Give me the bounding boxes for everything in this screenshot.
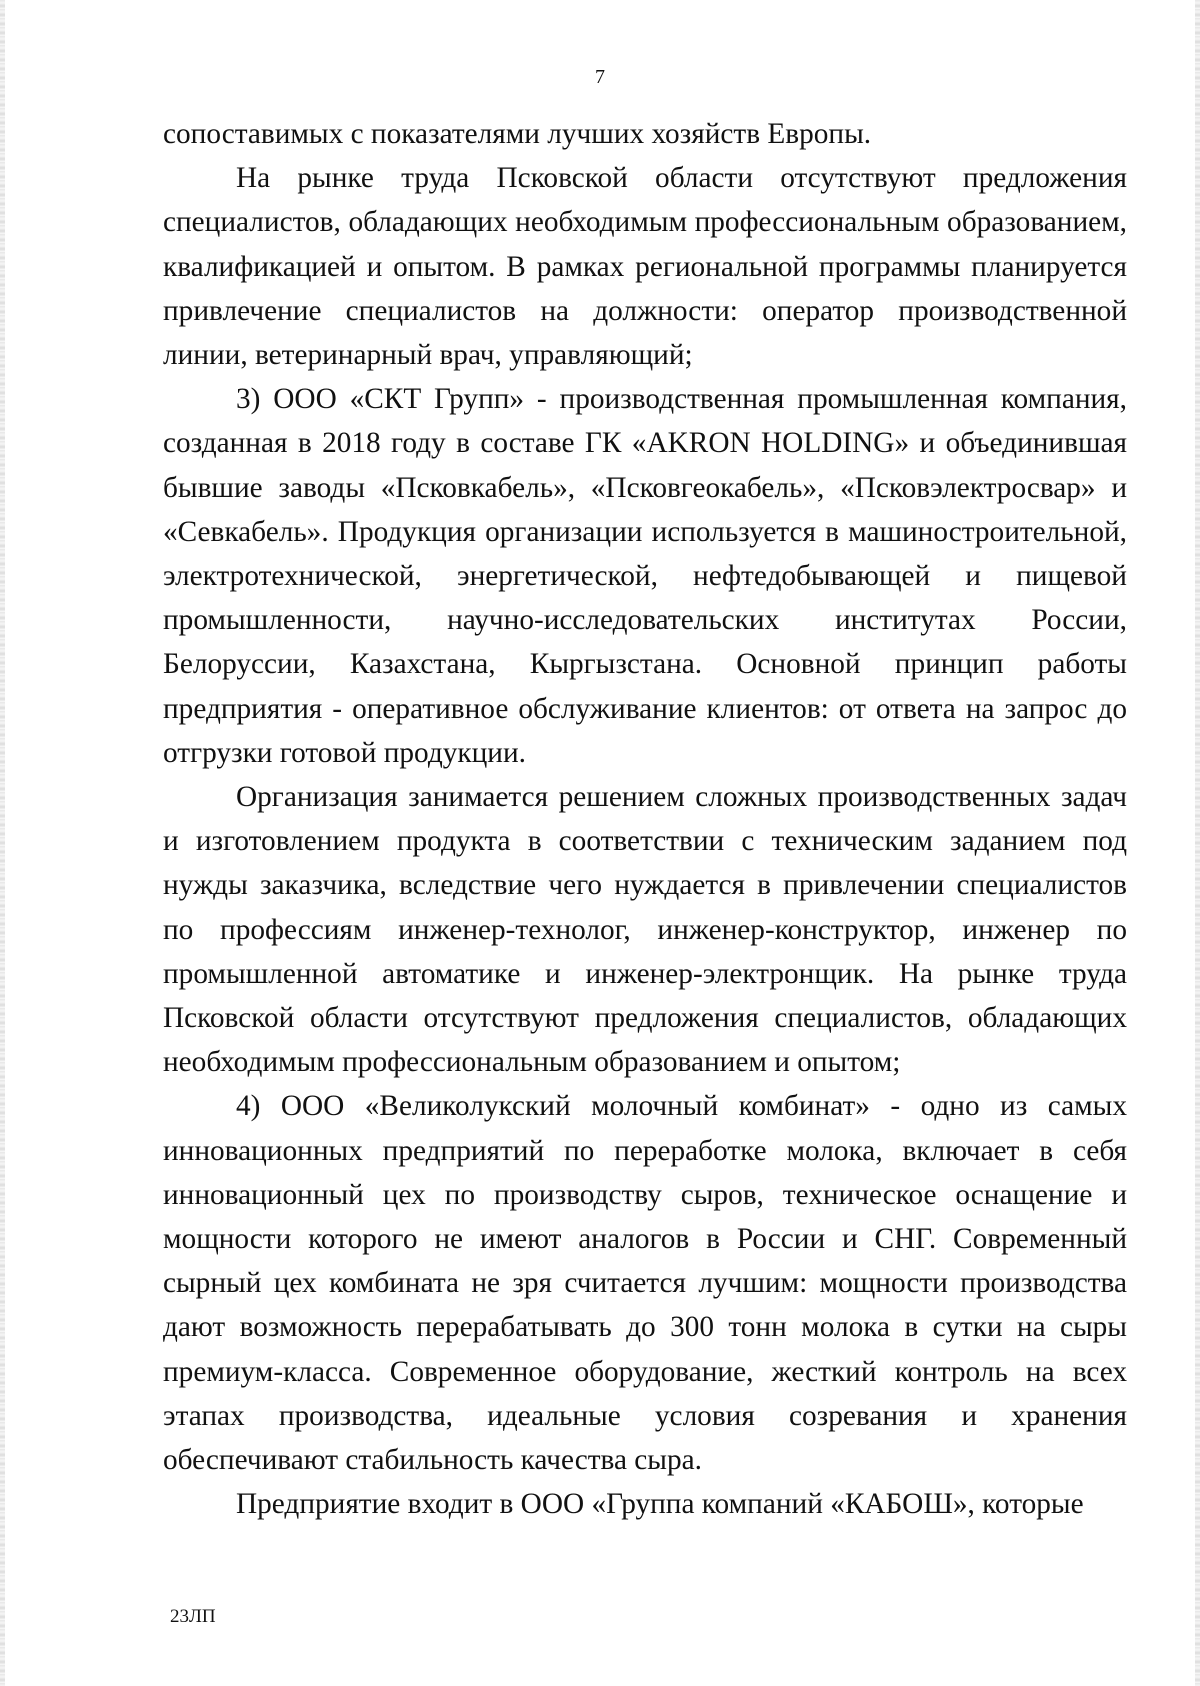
document-body bbox=[163, 112, 1127, 1527]
footer-document-code: 23ЛП bbox=[170, 1606, 216, 1627]
paragraph-dairy-plant: 4) ООО «Великолукский молочный комбинат» - одно из самых инновационных предприятий по переработке молока, включает в себя инновационный цех по производству сыров, техническое оснащение и мощности которого не имеют аналогов в России и СНГ. Современный сырный цех комбината не зря считается лучшим: мощности производства дают возможность перерабатывать до 300 тонн молока в сутки на сыры премиум-класса. Современное оборудование, жесткий контроль на всех этапах производства, идеальные условия созревания и хранения обеспечивают стабильность качества сыра. bbox=[163, 1090, 1127, 1477]
paragraph-organization-tasks: Организация занимается решением сложных производственных задач и изготовлением продукта в соответствии с техническим заданием под нужды заказчика, вследствие чего нуждается в привлечении специалистов по профессиям инженер-технолог, инженер-конструктор, инженер по промышленной автоматике и инженер-электронщик. На рынке труда Псковской области отсутствуют предложения специалистов, обладающих необходимым профессиональным образованием и опытом; bbox=[163, 781, 1127, 1079]
scan-edge-right bbox=[1195, 0, 1200, 1686]
paragraph-continuation: сопоставимых с показателями лучших хозяйств Европы. bbox=[163, 118, 872, 150]
paragraph-kabosh-group: Предприятие входит в ООО «Группа компаний «КАБОШ», которые bbox=[236, 1488, 1084, 1521]
page-number: 7 bbox=[595, 66, 605, 88]
paragraph-skt-group: 3) ООО «СКТ Групп» - производственная промышленная компания, созданная в 2018 году в составе ГК «AKRON HOLDING» и объединившая бывшие заводы «Псковкабель», «Псковгеокабель», «Псковэлектросвар» и «Севкабель». Продукция организации используется в машиностроительной, электротехнической, энергетической, нефтедобывающей и пищевой промышленности, научно-исследовательских институтах России, Белоруссии, Казахстана, Кыргызстана. Основной принцип работы предприятия - оперативное обслуживание клиентов: от ответа на запрос до отгрузки готовой продукции. bbox=[163, 383, 1127, 769]
paragraph-labor-market: На рынке труда Псковской области отсутствуют предложения специалистов, обладающих необходимым профессиональным образованием, квалификацией и опытом. В рамках региональной программы планируется привлечение специалистов на должности: оператор производственной линии, ветеринарный врач, управляющий; bbox=[163, 162, 1127, 372]
scan-edge-left bbox=[0, 0, 5, 1686]
